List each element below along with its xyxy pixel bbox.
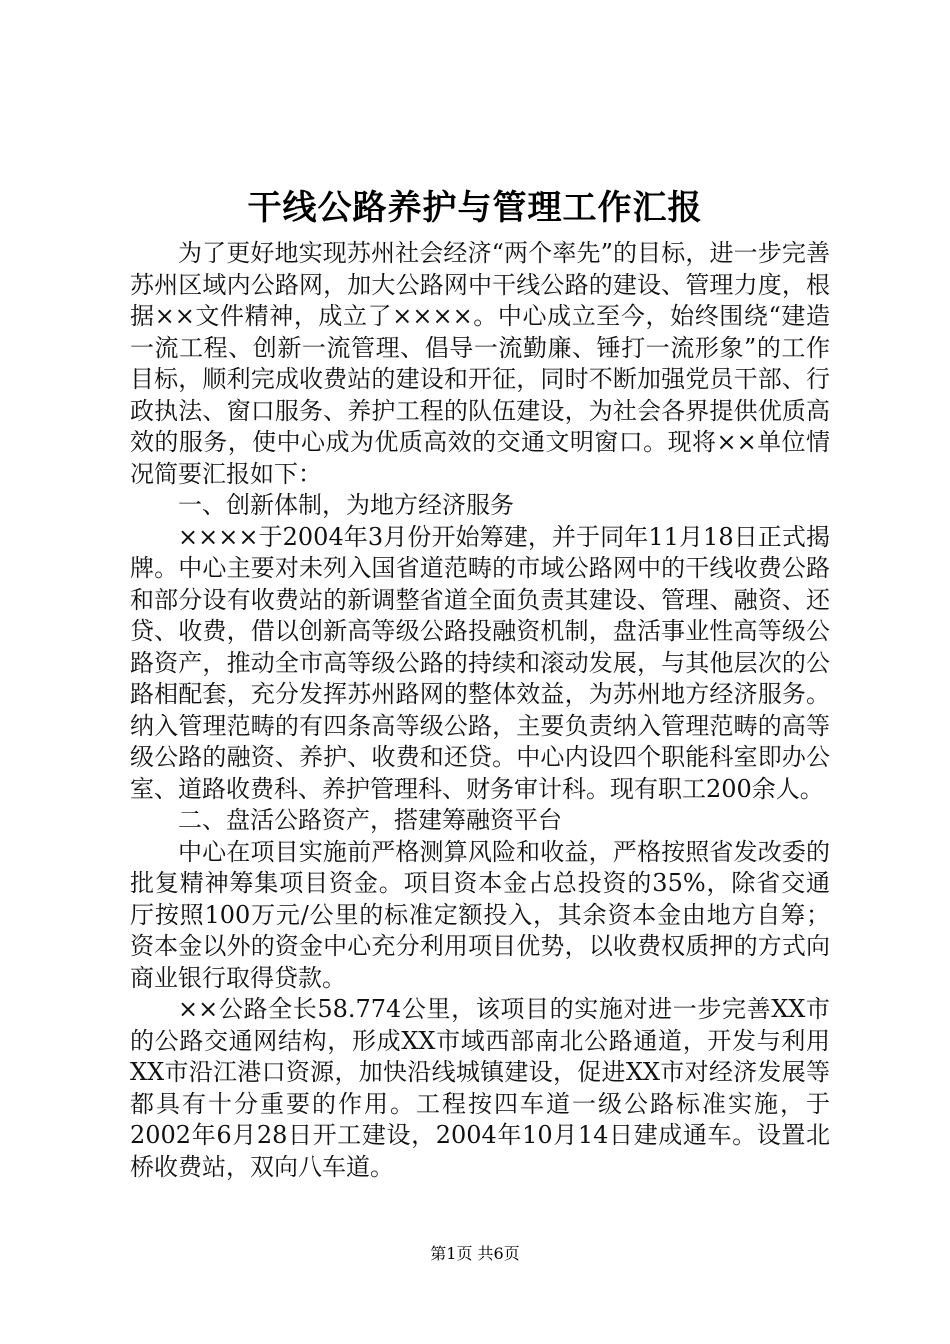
- section-2-paragraph-1: 中心在项目实施前严格测算风险和收益，严格按照省发改委的批复精神筹集项目资金。项目资本金占总投资的35%，除省交通厅按照100万元/公里的标准定额投入，其余资本金由地方自筹；资本金以外的资金中心充分利用项目优势，以收费权质押的方式向商业银行取得贷款。: [130, 837, 830, 992]
- intro-paragraph: 为了更好地实现苏州社会经济“两个率先”的目标，进一步完善苏州区域内公路网，加大公路网中干线公路的建设、管理力度，根据××文件精神，成立了××××。中心成立至今，始终围绕“建造一流工程、创新一流管理、倡导一流勤廉、锤打一流形象”的工作目标，顺利完成收费站的建设和开征，同时不断加强党员干部、行政执法、窗口服务、养护工程的队伍建设，为社会各界提供优质高效的服务，使中心成为优质高效的交通文明窗口。现将××单位情况简要汇报如下：: [130, 239, 830, 488]
- page-footer: 第1页 共6页: [430, 1244, 520, 1263]
- document-title: 干线公路养护与管理工作汇报: [247, 188, 703, 228]
- document-body: [130, 238, 830, 1183]
- section-heading-2: 二、盘活公路资产，搭建筹融资平台: [178, 806, 562, 834]
- section-2-paragraph-2: ××公路全长58.774公里，该项目的实施对进一步完善XX市的公路交通网结构，形成XX市域西部南北公路通道，开发与利用XX市沿江港口资源，加快沿线城镇建设，促进XX市对经济发展等都具有十分重要的作用。工程按四车道一级公路标准实施，于2002年6月28日开工建设，2004年10月14日建成通车。设置北桥收费站，双向八车道。: [130, 995, 830, 1181]
- section-1-paragraph: ××××于2004年3月份开始筹建，并于同年11月18日正式揭牌。中心主要对未列入国省道范畴的市域公路网中的干线收费公路和部分设有收费站的新调整省道全面负责其建设、管理、融资、还贷、收费，借以创新高等级公路投融资机制，盘活事业性高等级公路资产，推动全市高等级公路的持续和滚动发展，与其他层次的公路相配套，充分发挥苏州路网的整体效益，为苏州地方经济服务。纳入管理范畴的有四条高等级公路，主要负责纳入管理范畴的高等级公路的融资、养护、收费和还贷。中心内设四个职能科室即办公室、道路收费科、养护管理科、财务审计科。现有职工200余人。: [130, 522, 830, 803]
- section-heading-1: 一、创新体制，为地方经济服务: [178, 491, 514, 519]
